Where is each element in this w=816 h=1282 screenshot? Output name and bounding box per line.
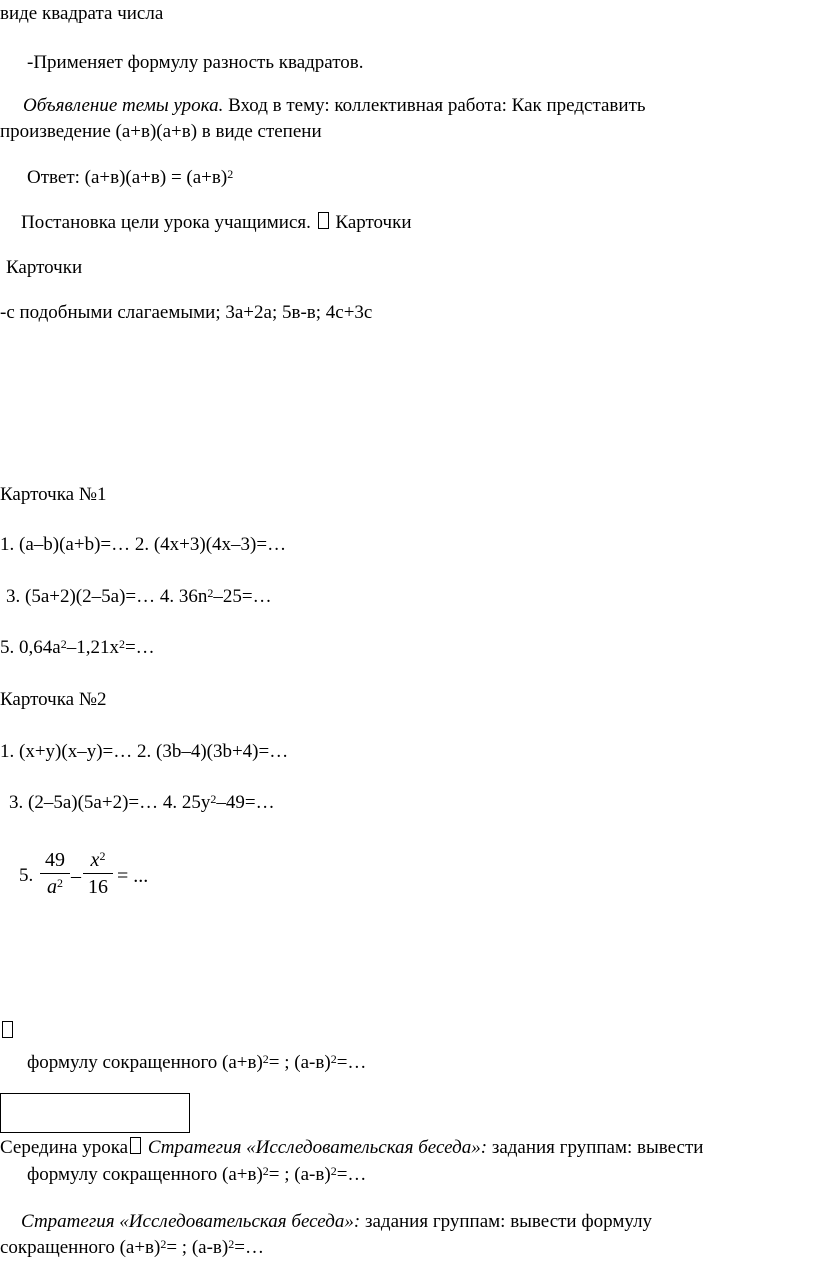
text-line: произведение (а+в)(а+в) в виде степени bbox=[0, 121, 322, 142]
superscript: 2 bbox=[262, 1052, 269, 1066]
exercise-row bbox=[6, 585, 272, 609]
superscript: 2 bbox=[330, 1164, 337, 1178]
text-span: формулу сокращенного (а+в) bbox=[27, 1164, 263, 1185]
text-line: Карточки bbox=[6, 257, 83, 278]
text-span: 3. (5a+2)(2–5a)=… 4. 36n bbox=[6, 586, 208, 607]
superscript: 2 bbox=[228, 1237, 235, 1251]
superscript: 2 bbox=[99, 849, 106, 863]
missing-glyph-icon bbox=[318, 212, 329, 229]
text-span: Карточки bbox=[335, 212, 412, 233]
fraction bbox=[83, 847, 113, 900]
text-line bbox=[27, 166, 233, 190]
text-span: Ответ: (а+в)(а+в) = (а+в) bbox=[27, 167, 228, 188]
text-span: сокращенного (а+в) bbox=[0, 1237, 161, 1258]
exercise-row bbox=[0, 636, 155, 660]
text-span: = ; (а-в) bbox=[268, 1164, 331, 1185]
text-span: –25=… bbox=[213, 586, 272, 607]
text-line: -с подобными слагаемыми; 3а+2а; 5в-в; 4с+3с bbox=[0, 302, 373, 323]
numerator bbox=[83, 847, 113, 873]
minus-sign: – bbox=[71, 865, 81, 887]
superscript: 2 bbox=[60, 637, 67, 651]
italic-heading: Стратегия «Исследовательская беседа»: bbox=[147, 1137, 488, 1158]
italic-heading: Стратегия «Исследовательская беседа»: bbox=[21, 1211, 361, 1232]
missing-glyph-icon bbox=[2, 1021, 13, 1038]
empty-text-box bbox=[0, 1093, 190, 1133]
equals-tail: = ... bbox=[117, 865, 149, 887]
fraction bbox=[40, 847, 70, 900]
text-span: –49=… bbox=[216, 792, 275, 813]
text-span: формулу сокращенного (а+в) bbox=[27, 1052, 263, 1073]
text-line bbox=[27, 1163, 366, 1187]
superscript: 2 bbox=[330, 1052, 337, 1066]
exercise-row bbox=[9, 791, 275, 815]
exercise-label: 5. bbox=[19, 865, 34, 886]
numerator: 49 bbox=[45, 849, 65, 871]
exercise-row: 1. (x+y)(x–y)=… 2. (3b–4)(3b+4)=… bbox=[0, 741, 289, 762]
text-line: -Применяет формулу разность квадратов. bbox=[27, 52, 364, 73]
text-span: =… bbox=[336, 1052, 367, 1073]
text-line bbox=[27, 1051, 366, 1075]
superscript: 2 bbox=[207, 586, 214, 600]
variable: x bbox=[90, 849, 100, 871]
card-title: Карточка №2 bbox=[0, 689, 107, 710]
text-span: 5. 0,64a bbox=[0, 637, 61, 658]
text-line bbox=[21, 211, 412, 235]
variable: a bbox=[47, 876, 57, 898]
superscript: 2 bbox=[118, 637, 125, 651]
denominator bbox=[40, 874, 70, 900]
text-span: Середина урока bbox=[0, 1137, 129, 1158]
text-line bbox=[0, 1136, 703, 1160]
text-span: –1,21x bbox=[66, 637, 119, 658]
text-span: = ; (а-в) bbox=[268, 1052, 331, 1073]
text-span: 3. (2–5a)(5a+2)=… 4. 25y bbox=[9, 792, 211, 813]
text-span: =… bbox=[124, 637, 155, 658]
superscript: 2 bbox=[57, 876, 63, 890]
text-span: = ; (а-в) bbox=[166, 1237, 229, 1258]
text-line bbox=[23, 94, 646, 118]
exercise-row: 1. (a–b)(a+b)=… 2. (4x+3)(4x–3)=… bbox=[0, 534, 287, 555]
text-span: =… bbox=[336, 1164, 367, 1185]
text-line bbox=[21, 1210, 652, 1234]
italic-heading: Объявление темы урока. bbox=[23, 95, 224, 116]
text-span: задания группам: вывести формулу bbox=[360, 1211, 653, 1232]
missing-glyph-icon bbox=[130, 1137, 141, 1154]
card-title: Карточка №1 bbox=[0, 484, 107, 505]
superscript: 2 bbox=[262, 1164, 269, 1178]
denominator: 16 bbox=[88, 876, 108, 898]
text-line: виде квадрата числа bbox=[0, 3, 164, 24]
missing-glyph-icon bbox=[0, 1020, 15, 1044]
superscript: 2 bbox=[160, 1237, 167, 1251]
text-line bbox=[0, 1236, 264, 1260]
text-span: =… bbox=[234, 1237, 264, 1258]
text-span: Постановка цели урока учащимися. bbox=[21, 212, 311, 233]
text-span: Вход в тему: коллективная работа: Как представить bbox=[223, 95, 646, 116]
superscript: 2 bbox=[227, 167, 234, 181]
text-span: задания группам: вывести bbox=[487, 1137, 704, 1158]
superscript: 2 bbox=[210, 792, 217, 806]
